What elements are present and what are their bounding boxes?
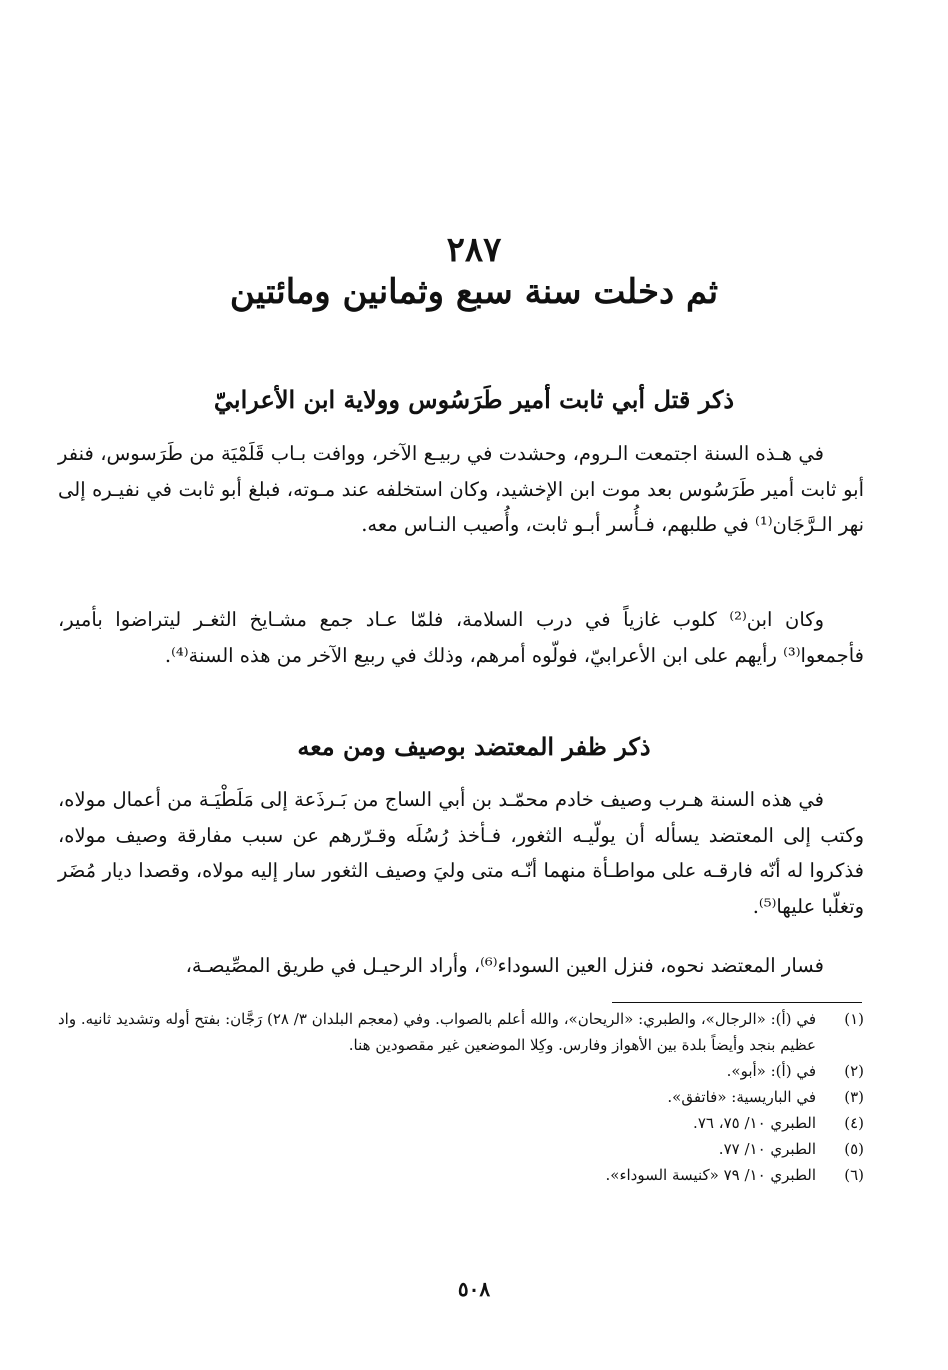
footnote-3: [58, 1084, 864, 1110]
paragraph-4-text: فسار المعتضد نحوه، فنزل العين السوداء⁽⁶⁾، وأراد الرحيـل في طريق المصِّيصـة،: [185, 954, 824, 977]
footnote-1: [58, 1006, 864, 1058]
footnote-text: الطبري ١٠/ ٧٩ «كنيسة السوداء».: [605, 1166, 816, 1184]
paragraph-1: [58, 436, 864, 543]
footnote-6: [58, 1162, 864, 1188]
footnote-text: في (أ): «أبو».: [726, 1062, 816, 1080]
footnote-divider: [612, 1002, 862, 1003]
footnote-text: الطبري ١٠/ ٧٥، ٧٦.: [693, 1114, 816, 1132]
footnote-number: (٥): [844, 1140, 864, 1158]
year-number: ٢٨٧: [446, 230, 502, 270]
section-heading-2: ذكر ظفر المعتضد بوصيف ومن معه: [297, 732, 651, 761]
footnote-text: في الباريسية: «فاتفق».: [667, 1088, 816, 1106]
paragraph-3: [58, 782, 864, 924]
footnote-number: (٢): [844, 1062, 864, 1080]
chapter-title: ثم دخلت سنة سبع وثمانين ومائتين: [229, 272, 719, 312]
footnote-2: [58, 1058, 864, 1084]
footnote-text: في (أ): «الرجال»، والطبري: «الريحان»، والله أعلم بالصواب. وفي (معجم البلدان ٣/ ٢٨) رَجَّان: بفتح أوله وتشديد ثانيه. واد عظيم بنجد وأيضاً بلدة بين الأهواز وفارس. وكِلا الموضعين غير مقصودين هنا.: [58, 1010, 816, 1054]
paragraph-4: [58, 948, 864, 984]
section-heading-1: ذكر قتل أبي ثابت أمير طَرَسُوس وولاية ابن الأعرابيّ: [213, 385, 735, 414]
paragraph-2: [58, 602, 864, 673]
footnote-4: [58, 1110, 864, 1136]
footnote-number: (٦): [844, 1166, 864, 1184]
page-number: ٥٠٨: [457, 1277, 491, 1301]
footnote-number: (١): [844, 1010, 864, 1028]
footnotes: [58, 1006, 864, 1188]
footnote-number: (٣): [844, 1088, 864, 1106]
footnote-text: الطبري ١٠/ ٧٧.: [718, 1140, 816, 1158]
footnote-number: (٤): [844, 1114, 864, 1132]
paragraph-2-text: وكان ابن⁽²⁾ كلوب غازياً في درب السلامة، فلمّا عـاد جمع مشـايخ الثغـر ليتراضوا بأمير، فأجمعوا⁽³⁾ رأيهم على ابن الأعرابيّ، فولّوه أمرهم، وذلك في ربيع الآخر من هذه السنة⁽⁴⁾.: [58, 608, 864, 667]
paragraph-1-text: في هـذه السنة اجتمعت الـروم، وحشدت في ربيـع الآخر، ووافت بـاب قَلَمْيَة من طَرَسوس، فنفر أبو ثابت أمير طَرَسُوس بعد موت ابن الإخشيد، وكان استخلفه عند مـوته، فبلغ أبو ثابت في نفيـره إلى نهر الـرَّجَان⁽¹⁾ في طلبهم، فـأُسر أبـو ثابت، وأُصيب النـاس معه.: [58, 442, 864, 536]
footnote-5: [58, 1136, 864, 1162]
paragraph-3-text: في هذه السنة هـرب وصيف خادم محمّـد بن أبي الساج من بَـرذَعة إلى مَلَطْيَـة من أعمال مولاه، وكتب إلى المعتضد يسأله أن يولّيـه الثغور، فـأخذ رُسُلَه وقـرّرهم عن سبب مفارقة وصيف مولاه، فذكروا له أنّه فارقـه على مواطـأة منهما أنّـه متى وليَ وصيف الثغور سار إليه مولاه، وقصدا ديار مُضَر وتغلّبا عليها⁽⁵⁾.: [58, 788, 864, 918]
